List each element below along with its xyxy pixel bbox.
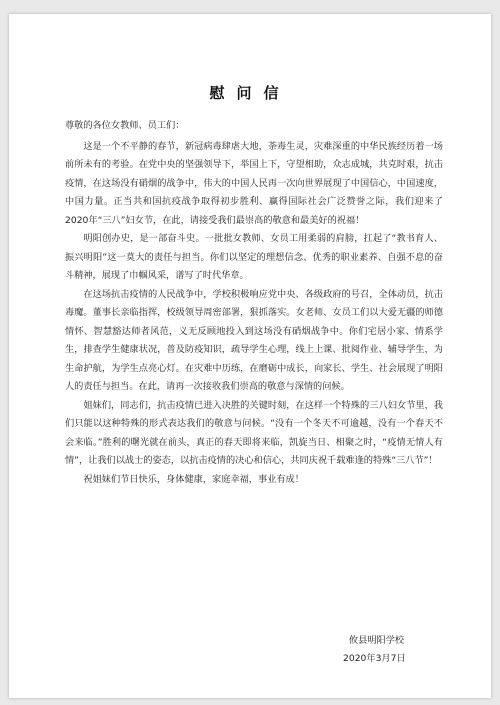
letter-title: 慰问信 [209, 84, 291, 102]
paragraph-3: 在这场抗击疫情的人民战争中，学校积极响应党中央、各级政府的号召，全体动员，抗击毒魔。董事长亲临指挥，校级领导周密部署，狠抓落实。女老师、女员工们以大爱无疆的师德情怀、智慧豁达师者风范，义无反顾地投入到这场没有硝烟战争中。你们宅居小家、情系学生，排查学生健康状况，普及防疫知识，疏导学生心理，线上上课、批阅作业、辅导学生，为生命护航，为学生点亮心灯。在灾难中历练，在磨砺中成长，向家长、学生、社会展现了明阳人的责任与担当。在此，请再一次接收我们崇高的敬意与深情的问候。 [65, 288, 443, 392]
paragraph-4: 姐妹们，同志们，抗击疫情已进入决胜的关键时刻，在这样一个特殊的三八妇女节里，我们只能以这种特殊的形式表达我们的敬意与问候。“没有一个冬天不可逾越，没有一个春天不会来临。”胜利的曙光就在前头，真正的春天即将来临，凯旋当日、相聚之时，“疫情无情人有情”，让我们以战士的姿态，以抗击疫情的决心和信心，共同庆祝千载难逢的特殊“三八节”！ [65, 399, 443, 466]
paragraph-1: 这是一个不平静的春节，新冠病毒肆虐大地，荼毒生灵，灾难深重的中华民族经历着一场前所未有的考验。在党中央的坚强领导下，举国上下，守望相助，众志成城，共克时艰，抗击疫情，在这场没有硝烟的战争中，伟大的中国人民再一次向世界展现了中国信心，中国速度，中国力量。正当共和国抗疫战争取得初步胜利、赢得国际社会广泛赞誉之际，我们迎来了2020年“三八”妇女节，在此，请接受我们最崇高的敬意和最美好的祝福！ [65, 140, 443, 226]
letter-body [65, 117, 443, 489]
letter-page [9, 14, 491, 698]
signature-organization: 攸县明阳学校 [349, 635, 405, 646]
signature-date: 2020年3月7日 [343, 653, 406, 664]
salutation: 尊敬的各位女教师、员工们： [65, 120, 185, 131]
paragraph-2: 明阳创办史，是一部奋斗史。一批批女教师、女员工用柔弱的肩膀，扛起了“教书育人、振兴明阳”这一莫大的责任与担当。你们以坚定的理想信念、优秀的职业素养、自强不息的奋斗精神，展现了巾帼风采，谱写了时代华章。 [65, 233, 443, 281]
paragraph-5: 祝姐妹们节日快乐，身体健康，家庭幸福，事业有成！ [83, 473, 304, 485]
